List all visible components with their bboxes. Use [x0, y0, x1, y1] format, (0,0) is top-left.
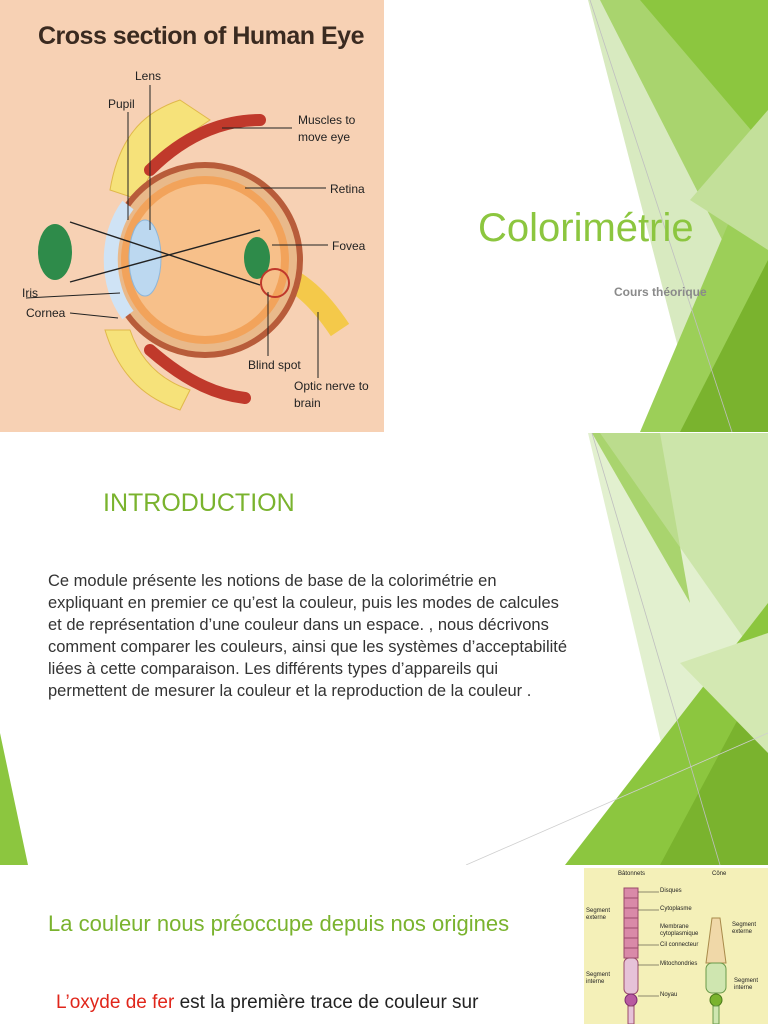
noyau-label: Noyau — [660, 992, 678, 998]
retina-label: Retina — [330, 182, 365, 196]
slide3-body-rest: est la première trace de couleur sur — [174, 992, 479, 1013]
color-history-slide — [0, 866, 768, 1024]
cil-connecteur-label: Cil connecteur — [660, 942, 699, 948]
iron-oxide-highlight: L’oxyde de fer — [56, 992, 175, 1013]
fovea-label: Fovea — [332, 239, 366, 253]
disques-label: Disques — [660, 888, 682, 894]
slide3-heading: La couleur nous préoccupe depuis nos origines — [48, 911, 510, 936]
mitochondries-label: Mitochondries — [660, 961, 698, 967]
segment-interne-left-label: Segment interne — [586, 972, 611, 985]
eye-cross-section-image — [0, 0, 384, 432]
cornea-label: Cornea — [26, 306, 66, 320]
segment-interne-right-label: Segment interne — [734, 978, 759, 991]
deck-title: Colorimétrie — [478, 206, 694, 250]
muscles-label: Muscles to move eye — [298, 113, 356, 144]
batonnets-label: Bâtonnets — [618, 871, 646, 877]
cone-label: Cône — [712, 871, 727, 877]
pupil-label: Pupil — [108, 97, 135, 111]
segment-externe-right-label: Segment externe — [732, 922, 757, 935]
introduction-slide — [0, 433, 768, 865]
iris-label: Iris — [22, 286, 38, 300]
optic-nerve-label: Optic nerve to brain — [294, 379, 369, 410]
introduction-body-text: Ce module présente les notions de base de la colorimétrie en expliquant en premier ce qu’est la couleur, puis les modes de calcules et de représentation d’une couleur dans un espace. , nous décrivons comment comparer les couleurs, ainsi que les systèmes d’acceptabilité liées à cette comparaison. Les différents types d’appareils qui permettent de mesurer la couleur et la reproduction de la couleur . — [48, 572, 568, 700]
deck-subtitle: Cours théorique — [614, 285, 707, 299]
photoreceptor-cells-image — [584, 868, 768, 1024]
membrane-label: Membrane cytoplasmique — [660, 924, 699, 937]
eye-image-title: Cross section of Human Eye — [38, 22, 364, 50]
eye-diagram — [0, 0, 384, 432]
introduction-heading: INTRODUCTION — [103, 489, 295, 517]
cytoplasme-label: Cytoplasme — [660, 906, 692, 912]
title-slide — [0, 0, 768, 432]
lens-label: Lens — [135, 69, 162, 83]
segment-externe-left-label: Segment externe — [586, 908, 611, 921]
slide3-body-line — [56, 992, 478, 1014]
blind-spot-label: Blind spot — [248, 358, 301, 372]
